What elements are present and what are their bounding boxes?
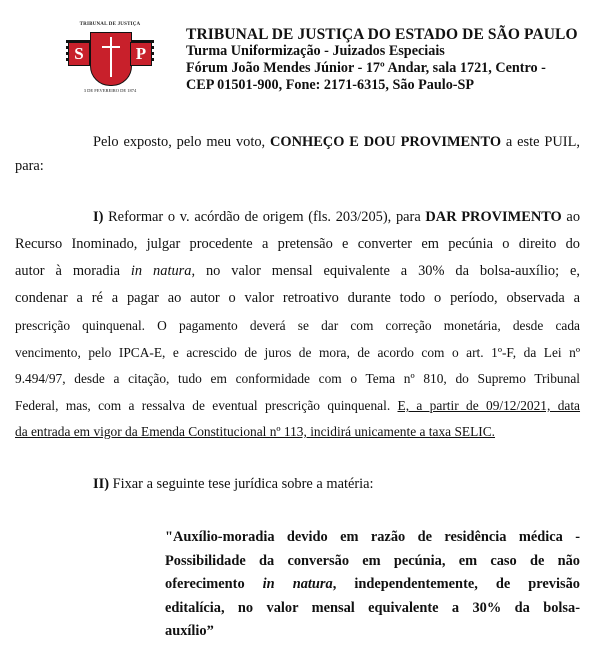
seal-date-text: 3 DE FEVEREIRO DE 1874 (83, 88, 137, 93)
court-address-line1: Fórum João Mendes Júnior - 17º Andar, sala 1721, Centro - (186, 60, 546, 76)
thesis-line2: Possibilidade da conversão em pecúnia, em caso de não (165, 552, 580, 569)
item1-line7: 9.494/97, desde a citação, tudo em conformidade com o Tema nº 810, do Supremo Tribunal (15, 371, 580, 386)
court-name: TRIBUNAL DE JUSTIÇA DO ESTADO DE SÃO PAULO (186, 26, 578, 43)
thesis-line3 (165, 573, 580, 597)
item1-line6: vencimento, pelo IPCA-E, e acrescido de juros de mora, de acordo com o art. 1º-F, da Lei nº (15, 345, 580, 360)
item1-l1b: ao (561, 209, 581, 225)
item1-number: I) (93, 209, 104, 225)
sword-icon (110, 37, 112, 77)
item1-italic: in natura (130, 263, 192, 279)
document-header (0, 0, 600, 100)
sword-guard-icon (102, 46, 120, 48)
court-address-line2: CEP 01501-900, Fone: 2171-6315, São Paulo-SP (186, 77, 475, 93)
item2-text: Fixar a seguinte tese jurídica sobre a matéria: (109, 476, 374, 492)
court-seal-logo (64, 22, 156, 94)
intro-line2: para: (15, 158, 44, 174)
thesis-line1: "Auxílio-moradia devido em razão de residência médica - (165, 529, 580, 545)
item1-line9 (15, 420, 495, 444)
seal-letter-p: P (130, 42, 152, 66)
item1-l8-underlined: E, a partir de 09/12/2021, data (397, 398, 581, 413)
item1-bold: DAR PROVIMENTO (425, 209, 562, 225)
intro-line1 (93, 131, 580, 155)
item1-l8a: Federal, mas, com a ressalva de eventual prescrição quinquenal. (15, 398, 398, 413)
thesis-line4: editalícia, no valor mensal equivalente a 30% da bolsa- (165, 599, 580, 616)
seal-top-text: TRIBUNAL DE JUSTIÇA (79, 22, 141, 27)
item2-number: II) (93, 476, 109, 492)
thesis-l3b: , independentemente, de previsão (332, 576, 580, 592)
court-info (186, 26, 586, 94)
seal-letter-s: S (68, 42, 90, 66)
item1-l3a: autor à moradia (15, 263, 131, 279)
item1-line4: condenar a ré a pagar ao autor o valor retroativo durante todo o período, observada a (15, 290, 580, 306)
intro-bold: CONHEÇO E DOU PROVIMENTO (270, 134, 502, 150)
item1-l9-underlined: da entrada em vigor da Emenda Constitucional nº 113, incidirá unicamente a taxa SELIC. (15, 424, 495, 439)
thesis-line5: auxílio” (165, 623, 214, 639)
item1-line2: Recurso Inominado, julgar procedente a pretensão e converter em pecúnia o direito do (15, 236, 580, 252)
thesis-l3a: oferecimento (165, 576, 263, 592)
item1-l3b: , no valor mensal equivalente a 30% da bolsa-auxílio; e, (191, 263, 580, 279)
item1-l1a: Reformar o v. acórdão de origem (fls. 203/205), para (103, 209, 426, 225)
thesis-italic: in natura (262, 576, 333, 592)
item1-line1 (93, 206, 580, 230)
item2-line (93, 473, 374, 497)
item1-line3 (15, 260, 580, 284)
court-panel: Turma Uniformização - Juizados Especiais (186, 43, 445, 59)
intro-lead: Pelo exposto, pelo meu voto, (93, 134, 271, 150)
thesis-quote (165, 526, 580, 644)
seal-shield-icon (90, 32, 132, 86)
item1-line5: prescrição quinquenal. O pagamento deverá se dar com correção monetária, desde cada (15, 318, 580, 333)
item1-line8 (15, 394, 580, 418)
intro-tail: a este PUIL, (501, 134, 580, 150)
